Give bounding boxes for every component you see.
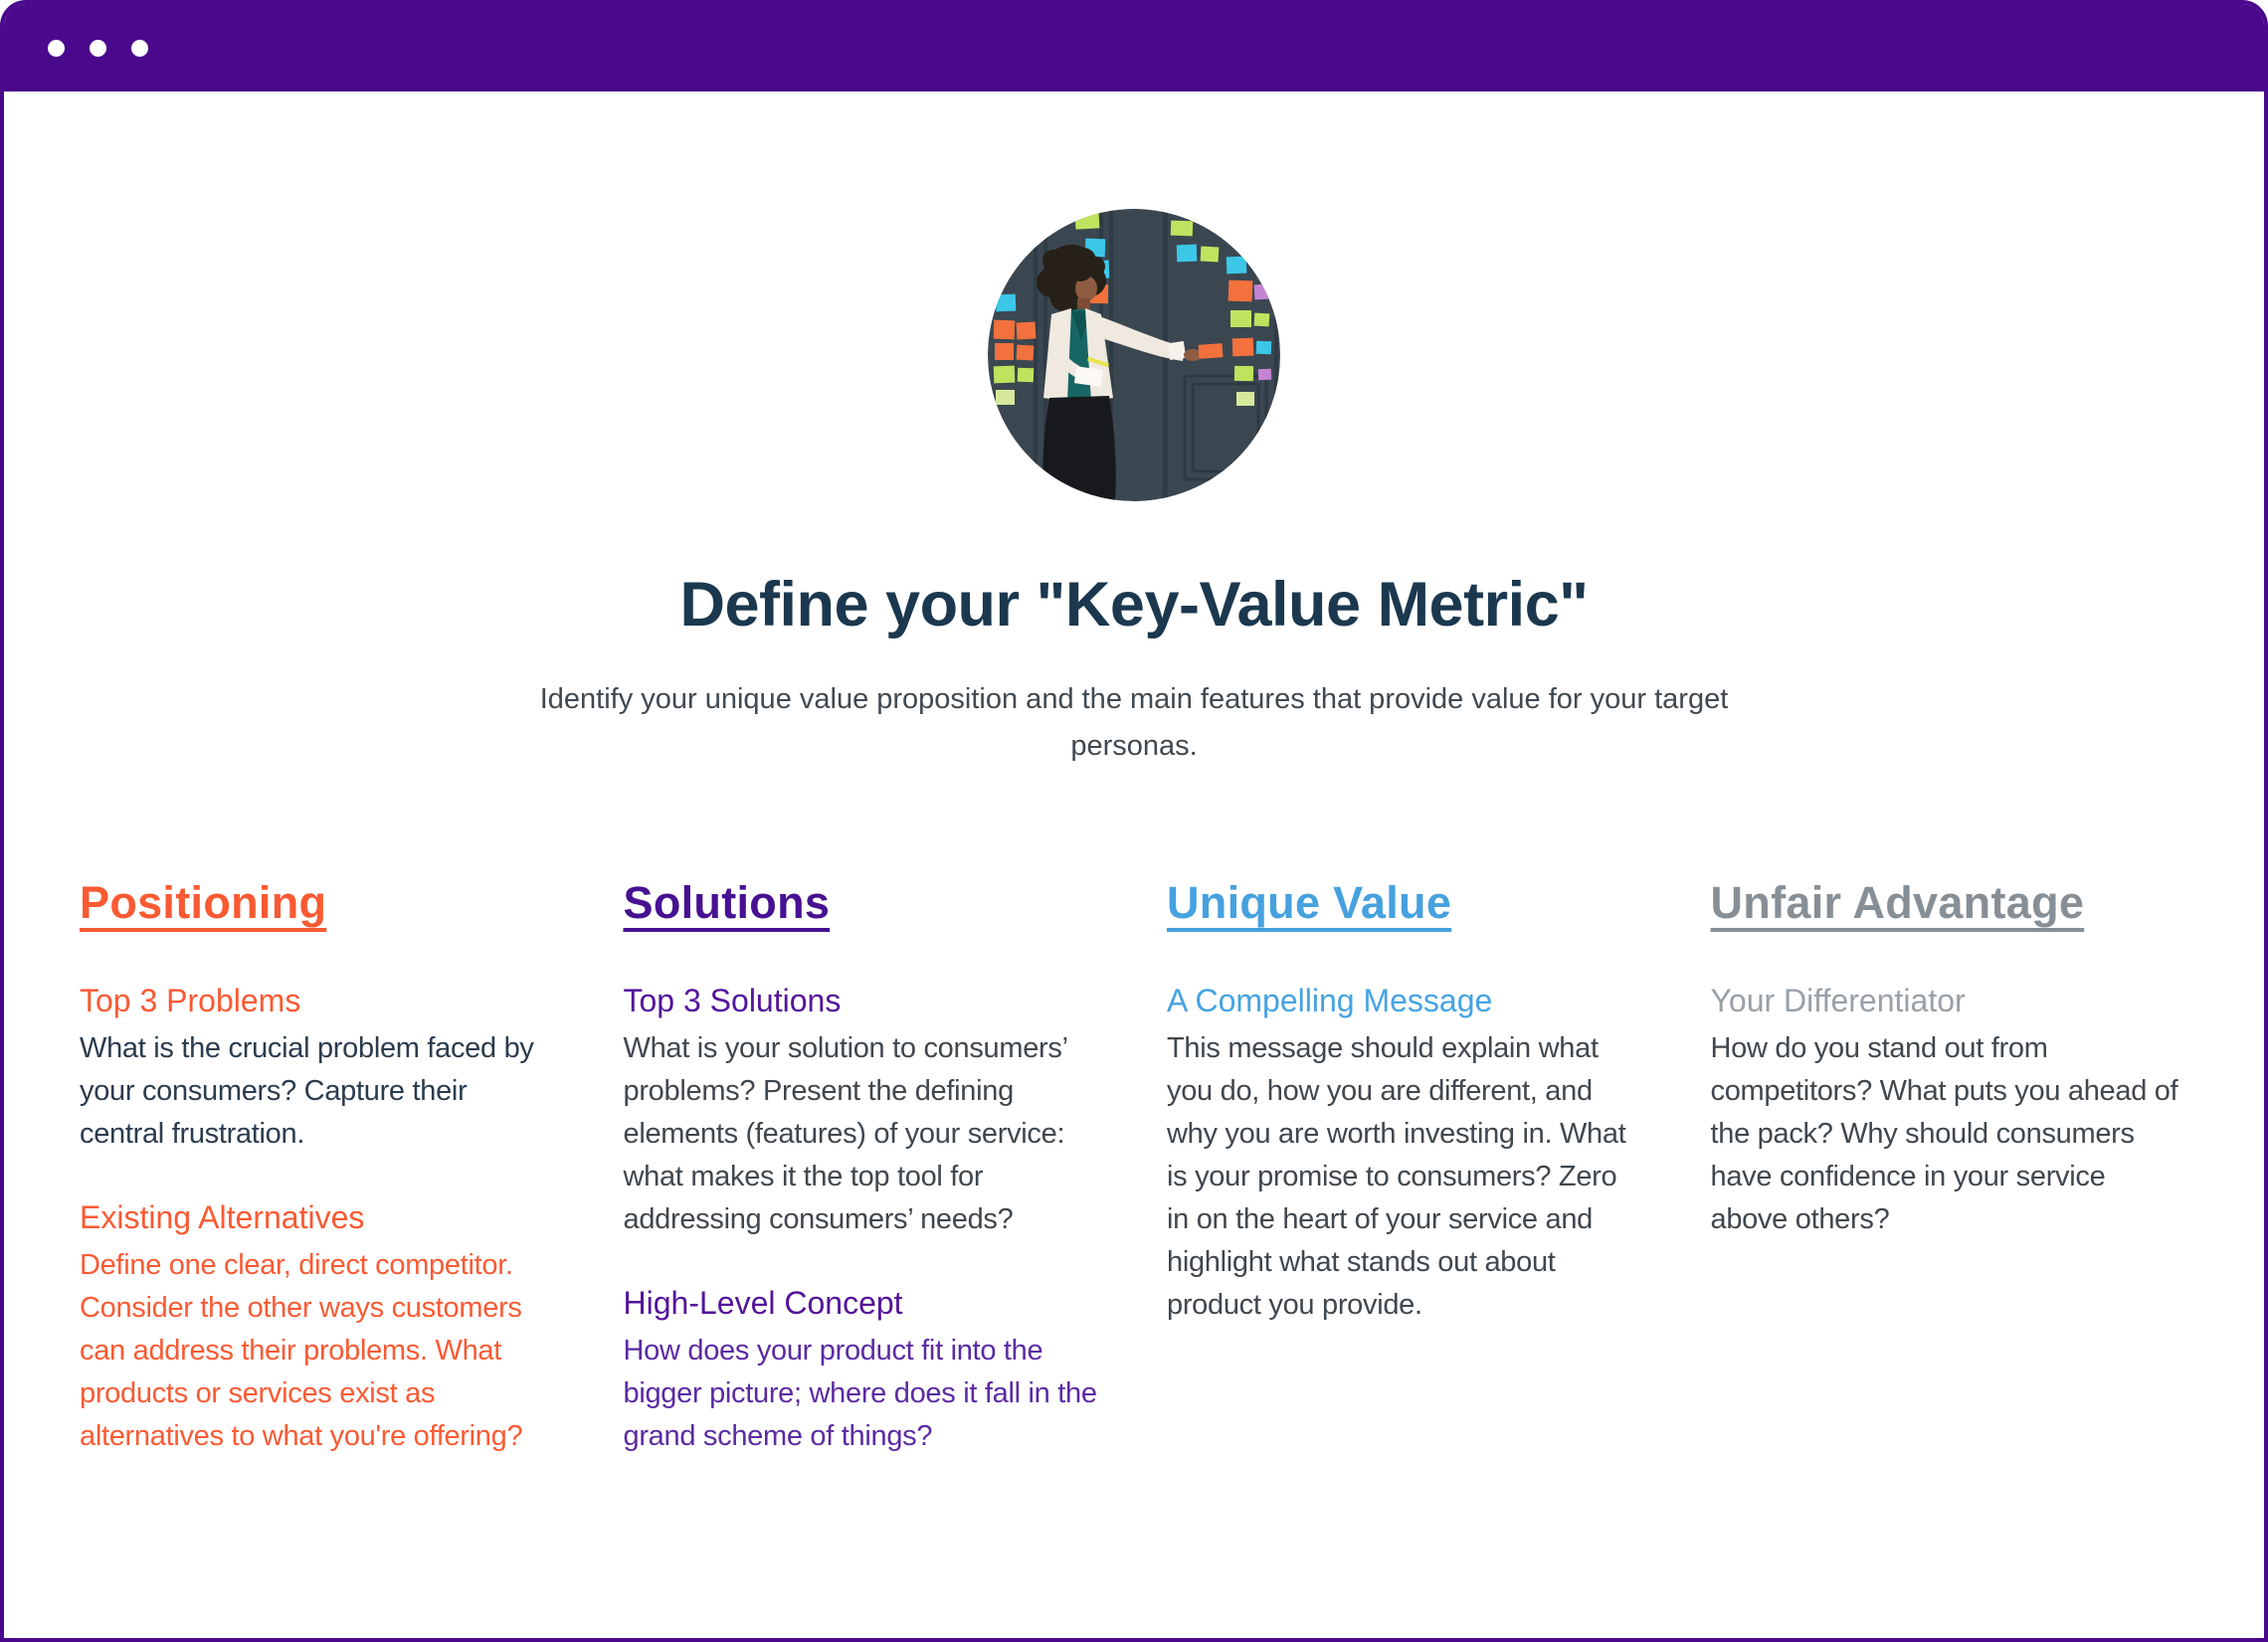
top-3-problems-block xyxy=(80,983,558,1156)
high-level-concept-label: High-Level Concept xyxy=(623,1285,903,1321)
existing-alternatives-block xyxy=(80,1199,558,1458)
existing-alternatives-label: Existing Alternatives xyxy=(80,1199,365,1235)
titlebar-dot-icon[interactable] xyxy=(48,40,65,57)
unfair-advantage-heading[interactable]: Unfair Advantage xyxy=(1710,877,2085,928)
positioning-heading[interactable]: Positioning xyxy=(80,877,327,928)
top-3-problems-label: Top 3 Problems xyxy=(80,983,301,1018)
top-3-solutions-body: What is your solution to consumers’ problems? Present the defining elements (features) of your service: what makes it the top tool for addressing consumers’ needs? xyxy=(623,1032,1067,1235)
titlebar-dot-icon[interactable] xyxy=(131,40,148,57)
hero-photo xyxy=(988,209,1280,501)
top-3-problems-body: What is the crucial problem faced by your consumers? Capture their central frustration. xyxy=(80,1032,534,1150)
column-positioning xyxy=(80,877,558,1458)
window-titlebar xyxy=(4,4,2264,91)
high-level-concept-body: How does your product fit into the bigger picture; where does it fall in the grand scheme of things? xyxy=(623,1335,1097,1452)
column-unique-value xyxy=(1167,877,1645,1458)
top-3-solutions-block xyxy=(624,983,1102,1241)
high-level-concept-block xyxy=(624,1285,1102,1458)
solutions-heading[interactable]: Solutions xyxy=(623,877,831,928)
page-subtitle: Identify your unique value proposition and the main features that provide value for your target personas. xyxy=(539,683,1729,762)
unique-value-heading[interactable]: Unique Value xyxy=(1167,877,1452,928)
top-3-solutions-label: Top 3 Solutions xyxy=(623,983,842,1018)
existing-alternatives-body: Define one clear, direct competitor. Consider the other ways customers can address their problems. What products or services exist as alternatives to what you're offering? xyxy=(80,1249,523,1452)
compelling-message-label: A Compelling Message xyxy=(1167,983,1493,1018)
compelling-message-block xyxy=(1167,983,1645,1327)
your-differentiator-label: Your Differentiator xyxy=(1710,983,1966,1018)
your-differentiator-body: How do you stand out from competitors? What puts you ahead of the pack? Why should consumers have confidence in your service above others? xyxy=(1710,1032,2178,1235)
compelling-message-body: This message should explain what you do, how you are different, and why you are worth investing in. What is your promise to consumers? Zero in on the heart of your service and highlight what stands out about product you provide. xyxy=(1167,1032,1626,1321)
canvas-columns xyxy=(4,877,2264,1458)
page-title: Define your "Key-Value Metric" xyxy=(679,570,1589,639)
column-solutions xyxy=(624,877,1102,1458)
column-unfair-advantage xyxy=(1711,877,2189,1458)
titlebar-dot-icon[interactable] xyxy=(90,40,106,57)
your-differentiator-block xyxy=(1711,983,2189,1241)
